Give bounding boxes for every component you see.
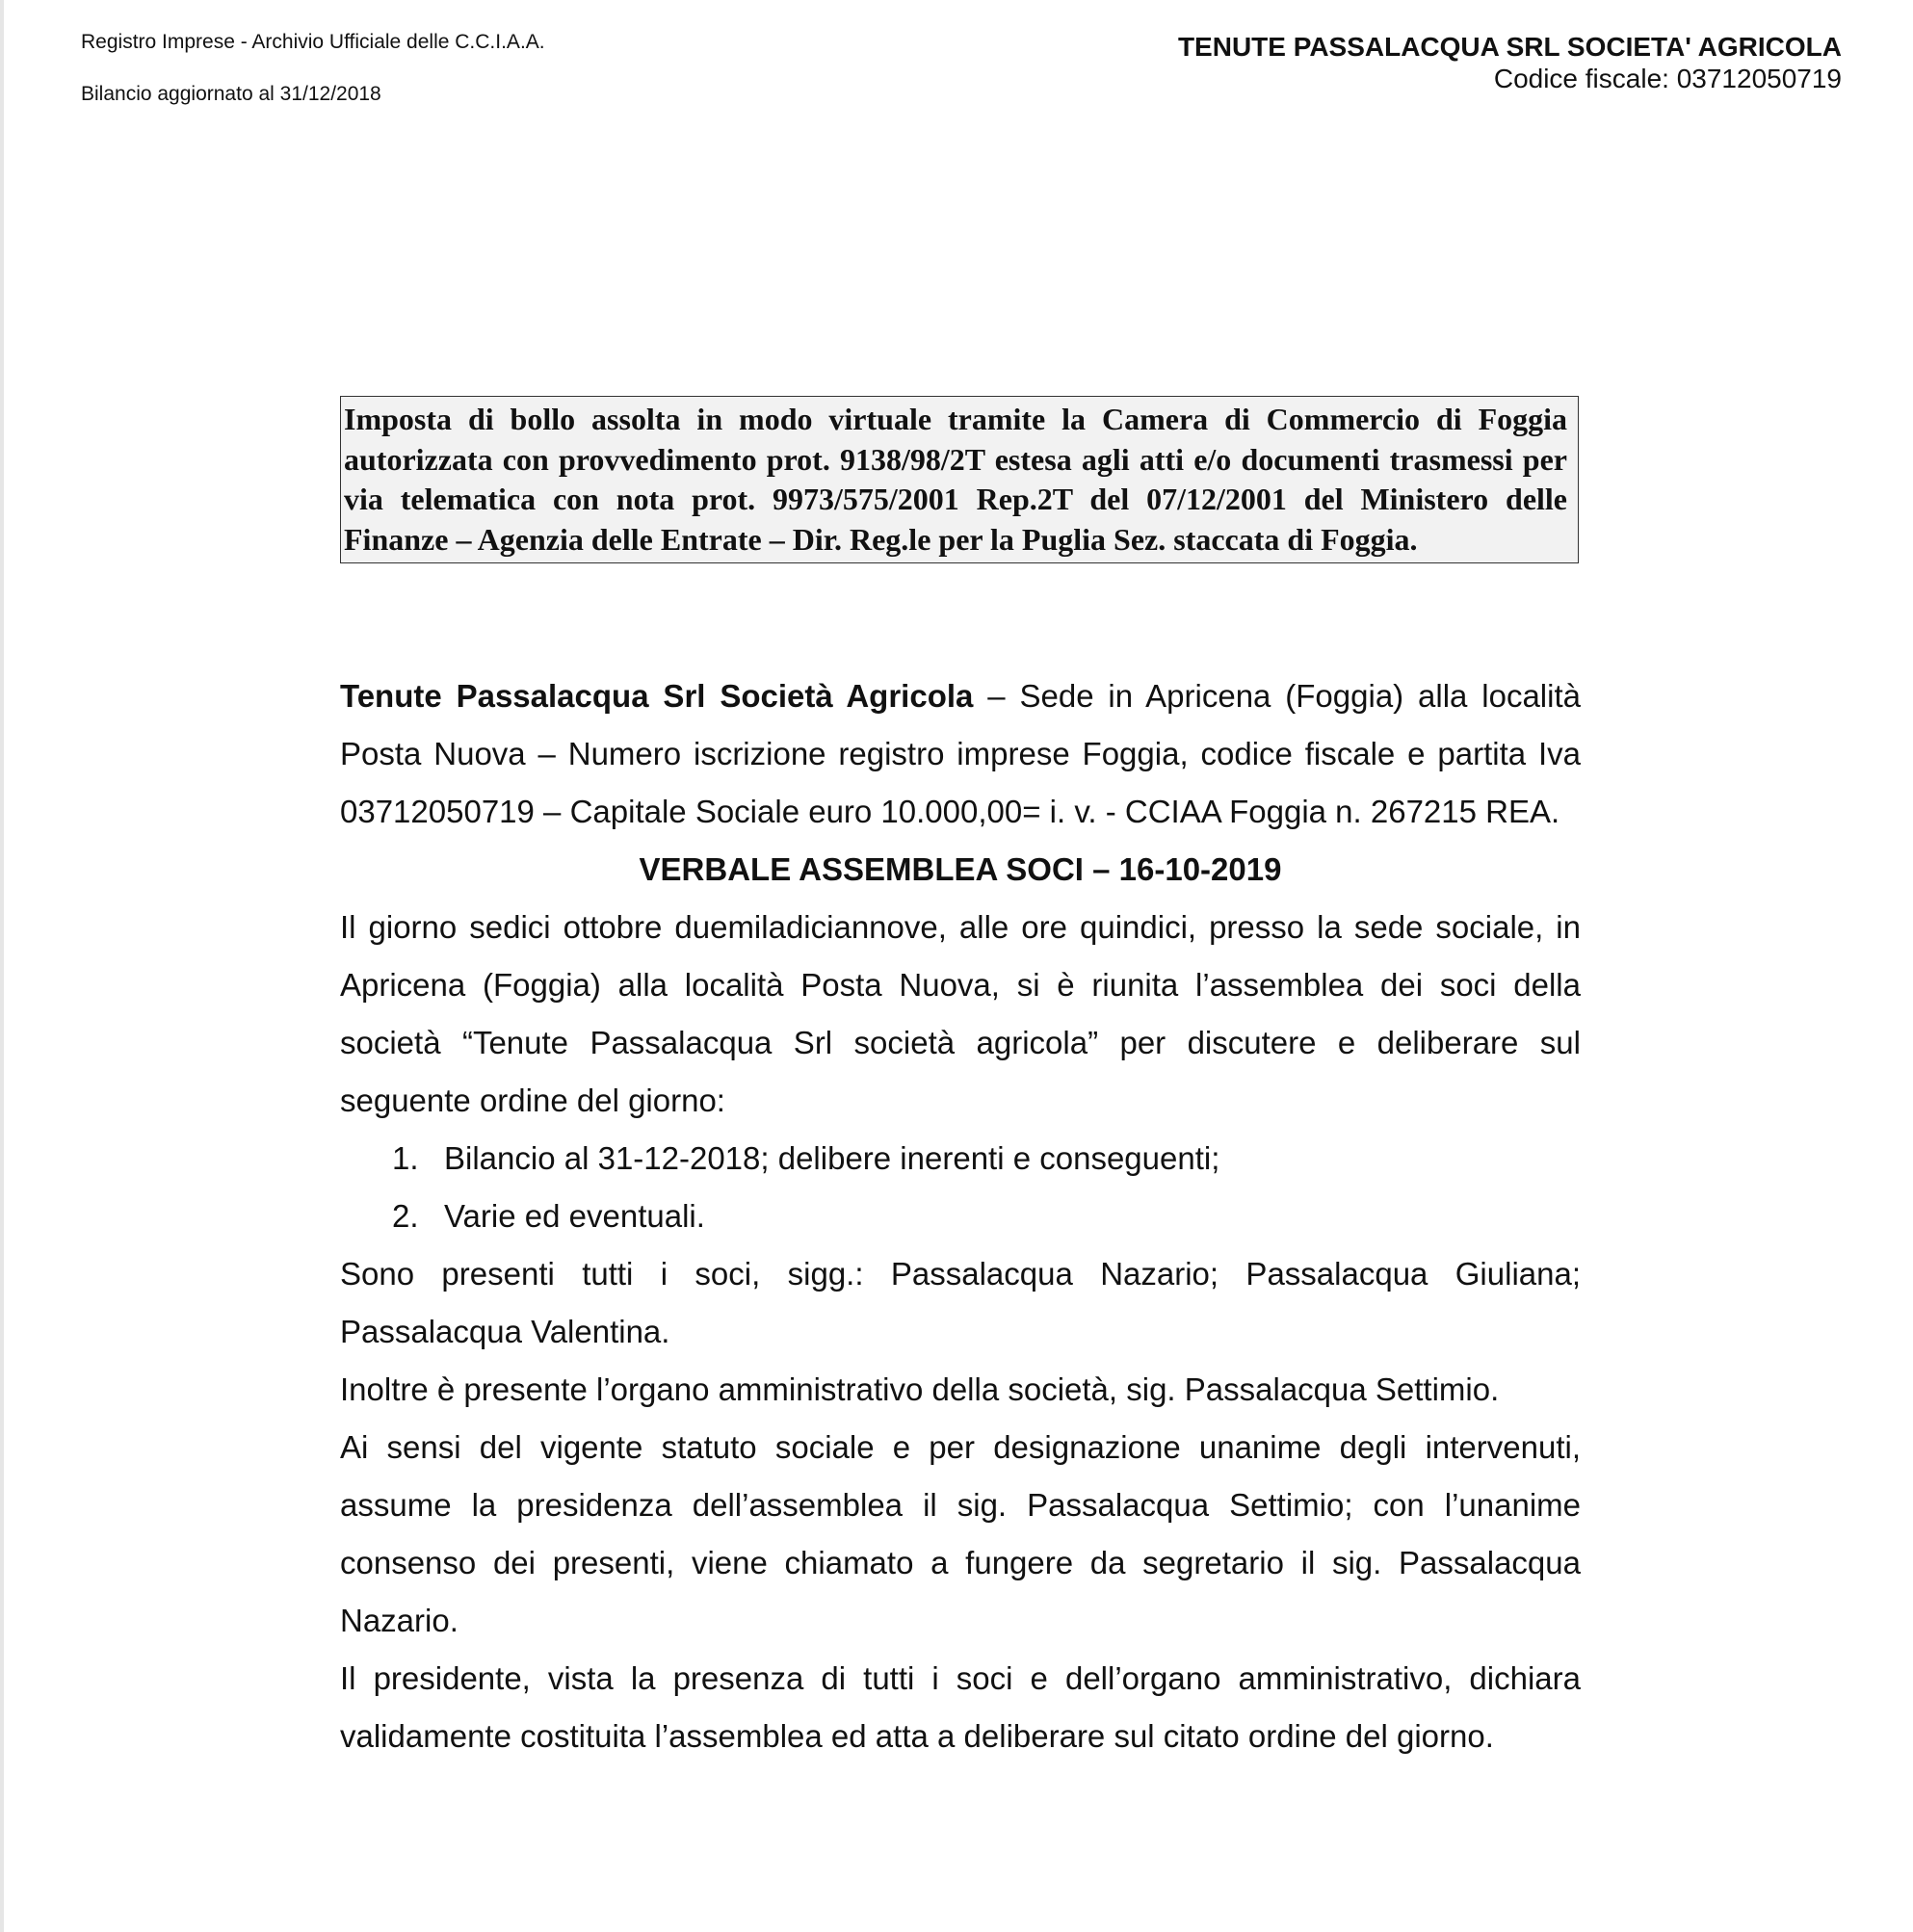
stamp-duty-notice: Imposta di bollo assolta in modo virtuale tramite la Camera di Commercio di Foggia autorizzata con provvedimento prot. 9138/98/2T estesa agli atti e/o documenti trasmessi per via telematica con nota prot. 9973/575/2001 Rep.2T del 07/12/2001 del Ministero delle Finanze – Agenzia delle Entrate – Dir. Reg.le per la Puglia Sez. staccata di Foggia. — [340, 396, 1579, 563]
intro-paragraph — [340, 667, 1581, 841]
company-header: TENUTE PASSALACQUA SRL SOCIETA' AGRICOLA — [1177, 32, 1842, 62]
header-right — [1178, 31, 1842, 94]
presidency-paragraph: Ai sensi del vigente statuto sociale e per designazione unanime degli intervenuti, assume la presidenza dell’assemblea il sig. Passalacqua Settimio; con l’unanime consenso dei presenti, viene chiamato a fungere da segretario il sig. Passalacqua Nazario. — [340, 1429, 1581, 1638]
page-edge — [0, 0, 4, 1932]
balance-date: Bilancio aggiornato al 31/12/2018 — [81, 83, 381, 105]
company-details: – Sede in Apricena (Foggia) alla località Posta Nuova – Numero iscrizione registro imprese Foggia, codice fiscale e partita Iva 03712050719 – Capitale Sociale euro 10.000,00= i. v. - CCIAA Foggia n. 267215 REA. — [340, 678, 1581, 829]
agenda-text: Varie ed eventuali. — [444, 1198, 705, 1234]
header-left — [81, 29, 545, 107]
administrator-paragraph: Inoltre è presente l’organo amministrativo della società, sig. Passalacqua Settimio. — [340, 1371, 1500, 1407]
minutes-title: VERBALE ASSEMBLEA SOCI – 16-10-2019 — [639, 851, 1282, 887]
attendees-paragraph: Sono presenti tutti i soci, sigg.: Passalacqua Nazario; Passalacqua Giuliana; Passalacqua Valentina. — [340, 1256, 1581, 1349]
opening-paragraph: Il giorno sedici ottobre duemiladiciannove, alle ore quindici, presso la sede sociale, in Apricena (Foggia) alla località Posta Nuova, si è riunita l’assemblea dei soci della società “Tenute Passalacqua Srl società agricola” per discutere e deliberare sul seguente ordine del giorno: — [340, 909, 1581, 1118]
agenda-number: 1. — [392, 1140, 419, 1176]
document-body — [340, 667, 1581, 1765]
tax-code: Codice fiscale: 03712050719 — [1493, 64, 1842, 93]
agenda-text: Bilancio al 31-12-2018; delibere inerenti e conseguenti; — [444, 1140, 1220, 1176]
agenda-number: 2. — [392, 1198, 419, 1234]
agenda-item — [392, 1130, 1581, 1188]
agenda-list — [340, 1130, 1581, 1245]
validity-paragraph: Il presidente, vista la presenza di tutti i soci e dell’organo amministrativo, dichiara validamente costituita l’assemblea ed atta a deliberare sul citato ordine del giorno. — [340, 1660, 1581, 1754]
registry-label: Registro Imprese - Archivio Ufficiale delle C.C.I.A.A. — [81, 31, 545, 53]
company-name: Tenute Passalacqua Srl Società Agricola — [340, 678, 974, 714]
agenda-item — [392, 1188, 1581, 1245]
